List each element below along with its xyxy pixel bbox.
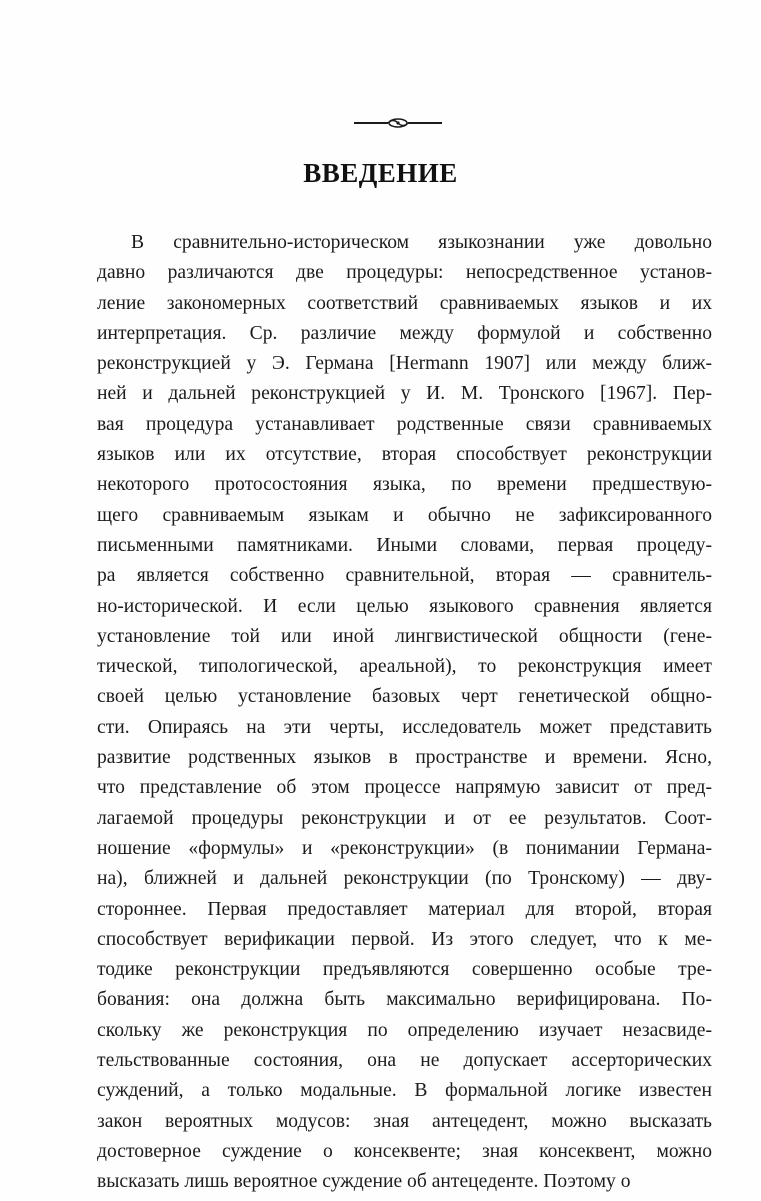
text-line: ра является собственно сравнительной, вторая — сравнитель- <box>97 565 712 587</box>
text-line: тической, типологической, ареальной), то реконструкция имеет <box>97 656 712 678</box>
text-line: ней и дальней реконструкцией у И. М. Тронского [1967]. Пер- <box>97 383 712 405</box>
text-line: закон вероятных модусов: зная антецедент, можно высказать <box>97 1110 712 1132</box>
text-line: стороннее. Первая предоставляет материал для второй, вторая <box>97 898 712 920</box>
text-line: лагаемой процедуры реконструкции и от ее результатов. Соот- <box>97 807 712 829</box>
text-line: что представление об этом процессе напрямую зависит от пред- <box>97 777 712 799</box>
text-line: на), ближней и дальней реконструкции (по Тронскому) — дву- <box>97 868 712 890</box>
text-line: В сравнительно-историческом языкознании уже довольно <box>131 232 712 253</box>
text-line: интерпретация. Ср. различие между формулой и собственно <box>97 322 712 344</box>
ornament-divider-icon <box>352 116 444 130</box>
text-line: достоверное суждение о консеквенте; зная консеквент, можно <box>97 1140 712 1162</box>
text-line: суждений, а только модальные. В формальной логике известен <box>97 1080 712 1102</box>
text-line: тодике реконструкции предъявляются совершенно особые тре- <box>97 959 712 981</box>
text-line: ление закономерных соответствий сравниваемых языков и их <box>97 292 712 314</box>
text-line: но-исторической. И если целью языкового сравнения является <box>97 595 712 617</box>
text-line: развитие родственных языков в пространстве и времени. Ясно, <box>97 747 712 769</box>
text-line: своей целью установление базовых черт генетической общно- <box>97 686 712 708</box>
text-line: установление той или иной лингвистической общности (гене- <box>97 625 712 647</box>
text-line: реконструкцией у Э. Германа [Hermann 1907] или между ближ- <box>97 353 712 375</box>
text-line: вая процедура устанавливает родственные связи сравниваемых <box>97 413 712 435</box>
text-line: некоторого протосостояния языка, по времени предшествую- <box>97 474 712 496</box>
chapter-title: ВВЕДЕНИЕ <box>303 158 458 188</box>
text-line: способствует верификации первой. Из этого следует, что к ме- <box>97 928 712 950</box>
text-line: тельствованные состояния, она не допускает ассерторических <box>97 1050 712 1072</box>
text-line: скольку же реконструкция по определению изучает незасвиде- <box>97 1019 712 1041</box>
text-line: ношение «формулы» и «реконструкции» (в понимании Германа- <box>97 837 712 859</box>
body-text <box>97 228 712 1198</box>
text-line: бования: она должна быть максимально верифицирована. По- <box>97 989 712 1011</box>
text-line: высказать лишь вероятное суждение об антецеденте. Поэтому о <box>97 1171 631 1193</box>
text-line: языков или их отсутствие, вторая способствует реконструкции <box>97 444 712 466</box>
text-line: письменными памятниками. Иными словами, первая процеду- <box>97 534 712 556</box>
text-line: давно различаются две процедуры: непосредственное установ- <box>97 262 712 284</box>
text-line: щего сравниваемым языкам и обычно не зафиксированного <box>97 504 712 526</box>
text-line: сти. Опираясь на эти черты, исследователь может представить <box>97 716 712 738</box>
